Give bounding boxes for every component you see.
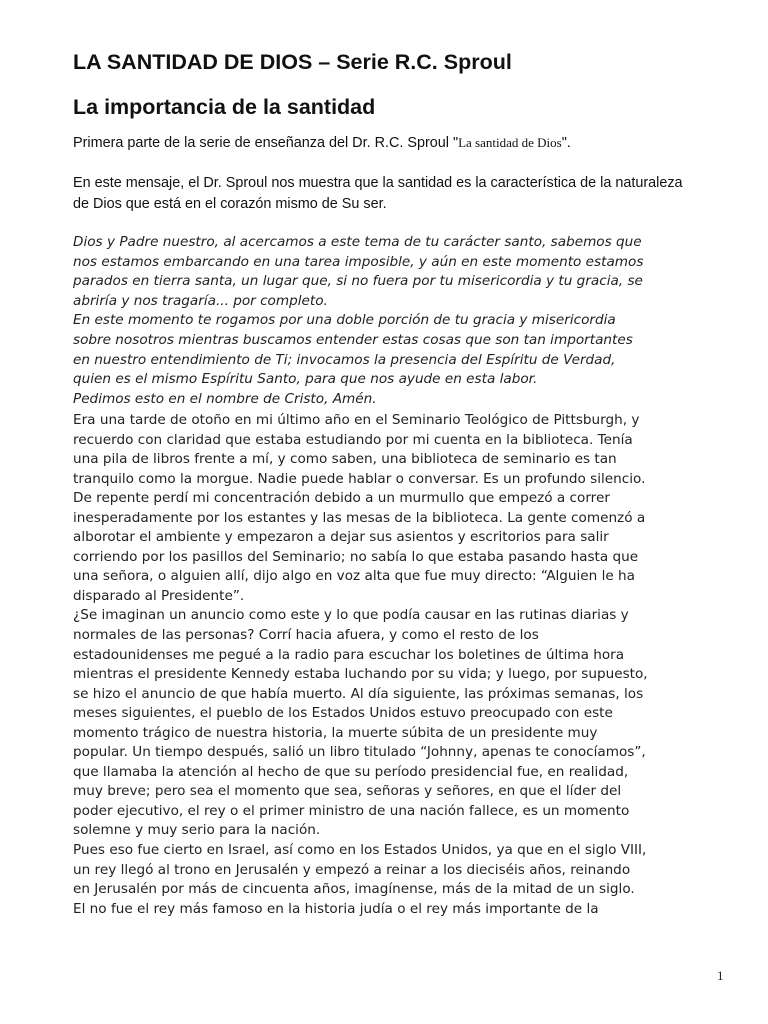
prayer-line: parados en tierra santa, un lugar que, si no fuera por tu misericordia y tu gracia, se xyxy=(73,273,643,290)
page-number: 1 xyxy=(717,968,724,983)
body-line: una pila de libros frente a mí, y como saben, una biblioteca de seminario es tan xyxy=(73,451,617,468)
body-line: muy breve; pero sea el momento que sea, señoras y señores, en que el líder del xyxy=(73,783,622,800)
prayer-line: sobre nosotros mientras buscamos entender estas cosas que son tan importantes xyxy=(73,331,633,348)
summary-line: de Dios que está en el corazón mismo de Su ser. xyxy=(73,195,387,212)
body-line: popular. Un tiempo después, salió un libro titulado “Johnny, apenas te conocíamos”, xyxy=(73,744,646,761)
intro-series-name: La santidad de Dios xyxy=(458,135,562,150)
intro-paragraph xyxy=(73,133,571,153)
body-line: una señora, o alguien allí, dijo algo en voz alta que fue muy directo: “Alguien le ha xyxy=(73,568,636,585)
body-line: mientras el presidente Kennedy estaba luchando por su vida; y luego, por supuesto, xyxy=(73,666,648,683)
document-subtitle: La importancia de la santidad xyxy=(73,95,376,119)
body-line: que llamaba la atención al hecho de que su período presidencial fue, en realidad, xyxy=(73,763,629,780)
body-line: normales de las personas? Corrí hacia afuera, y como el resto de los xyxy=(73,627,539,644)
body-line: Era una tarde de otoño en mi último año en el Seminario Teológico de Pittsburgh, y xyxy=(73,412,640,428)
body-line: corriendo por los pasillos del Seminario; no sabía lo que estaba pasando hasta que xyxy=(73,548,639,565)
body-line: solemne y muy serio para la nación. xyxy=(73,822,321,839)
prayer-line: quien es el mismo Espíritu Santo, para que nos ayude en esta labor. xyxy=(73,371,538,388)
prayer-line: Pedimos esto en el nombre de Cristo, Amén. xyxy=(73,390,377,407)
body-line: se hizo el anuncio de que había muerto. Al día siguiente, las próximas semanas, los xyxy=(73,685,644,702)
intro-prefix: Primera parte de la serie de enseñanza del Dr. R.C. Sproul " xyxy=(73,135,459,151)
prayer-line: abriría y nos tragaría... por completo. xyxy=(73,292,328,309)
body-line: ¿Se imaginan un anuncio como este y lo que podía causar en las rutinas diarias y xyxy=(73,607,629,624)
body-line: meses siguientes, el pueblo de los Estados Unidos estuvo preocupado con este xyxy=(73,705,613,722)
body-line: poder ejecutivo, el rey o el primer ministro de una nación fallece, es un momento xyxy=(73,802,630,819)
prayer-line: nos estamos embarcando en una tarea imposible, y aún en este momento estamos xyxy=(73,253,644,270)
prayer-paragraph xyxy=(73,233,643,409)
body-line: un rey llegó al trono en Jerusalén y empezó a reinar a los dieciséis años, reinando xyxy=(73,861,631,878)
body-line: momento trágico de nuestra historia, la muerte súbita de un presidente muy xyxy=(73,724,598,741)
body-line: El no fue el rey más famoso en la historia judía o el rey más importante de la xyxy=(73,900,599,917)
summary-line: En este mensaje, el Dr. Sproul nos muestra que la santidad es la característica de la naturaleza xyxy=(73,175,683,191)
body-line: estadounidenses me pegué a la radio para escuchar los boletines de última hora xyxy=(73,646,625,663)
body-line: Pues eso fue cierto en Israel, así como en los Estados Unidos, ya que en el siglo VIII, xyxy=(73,842,647,859)
body-line: inesperadamente por los estantes y las mesas de la biblioteca. La gente comenzó a xyxy=(73,509,646,526)
document-title: LA SANTIDAD DE DIOS – Serie R.C. Sproul xyxy=(73,50,512,74)
body-line: recuerdo con claridad que estaba estudiando por mi cuenta en la biblioteca. Tenía xyxy=(73,431,633,448)
prayer-line: En este momento te rogamos por una doble porción de tu gracia y misericordia xyxy=(73,312,616,329)
summary-paragraph xyxy=(73,173,683,214)
body-text xyxy=(73,411,648,919)
body-line: De repente perdí mi concentración debido a un murmullo que empezó a correr xyxy=(73,490,610,507)
body-line: alborotar el ambiente y empezaron a dejar sus asientos y escritorios para salir xyxy=(73,529,609,546)
body-line: tranquilo como la morgue. Nadie puede hablar o conversar. Es un profundo silencio. xyxy=(73,470,646,487)
body-line: en Jerusalén por más de cincuenta años, imagínense, más de la mitad de un siglo. xyxy=(73,881,635,898)
prayer-line: Dios y Padre nuestro, al acercamos a este tema de tu carácter santo, sabemos que xyxy=(73,234,642,250)
intro-suffix: ". xyxy=(561,135,571,151)
body-line: disparado al Presidente”. xyxy=(73,587,245,604)
prayer-line: en nuestro entendimiento de Ti; invocamos la presencia del Espíritu de Verdad, xyxy=(73,351,616,368)
